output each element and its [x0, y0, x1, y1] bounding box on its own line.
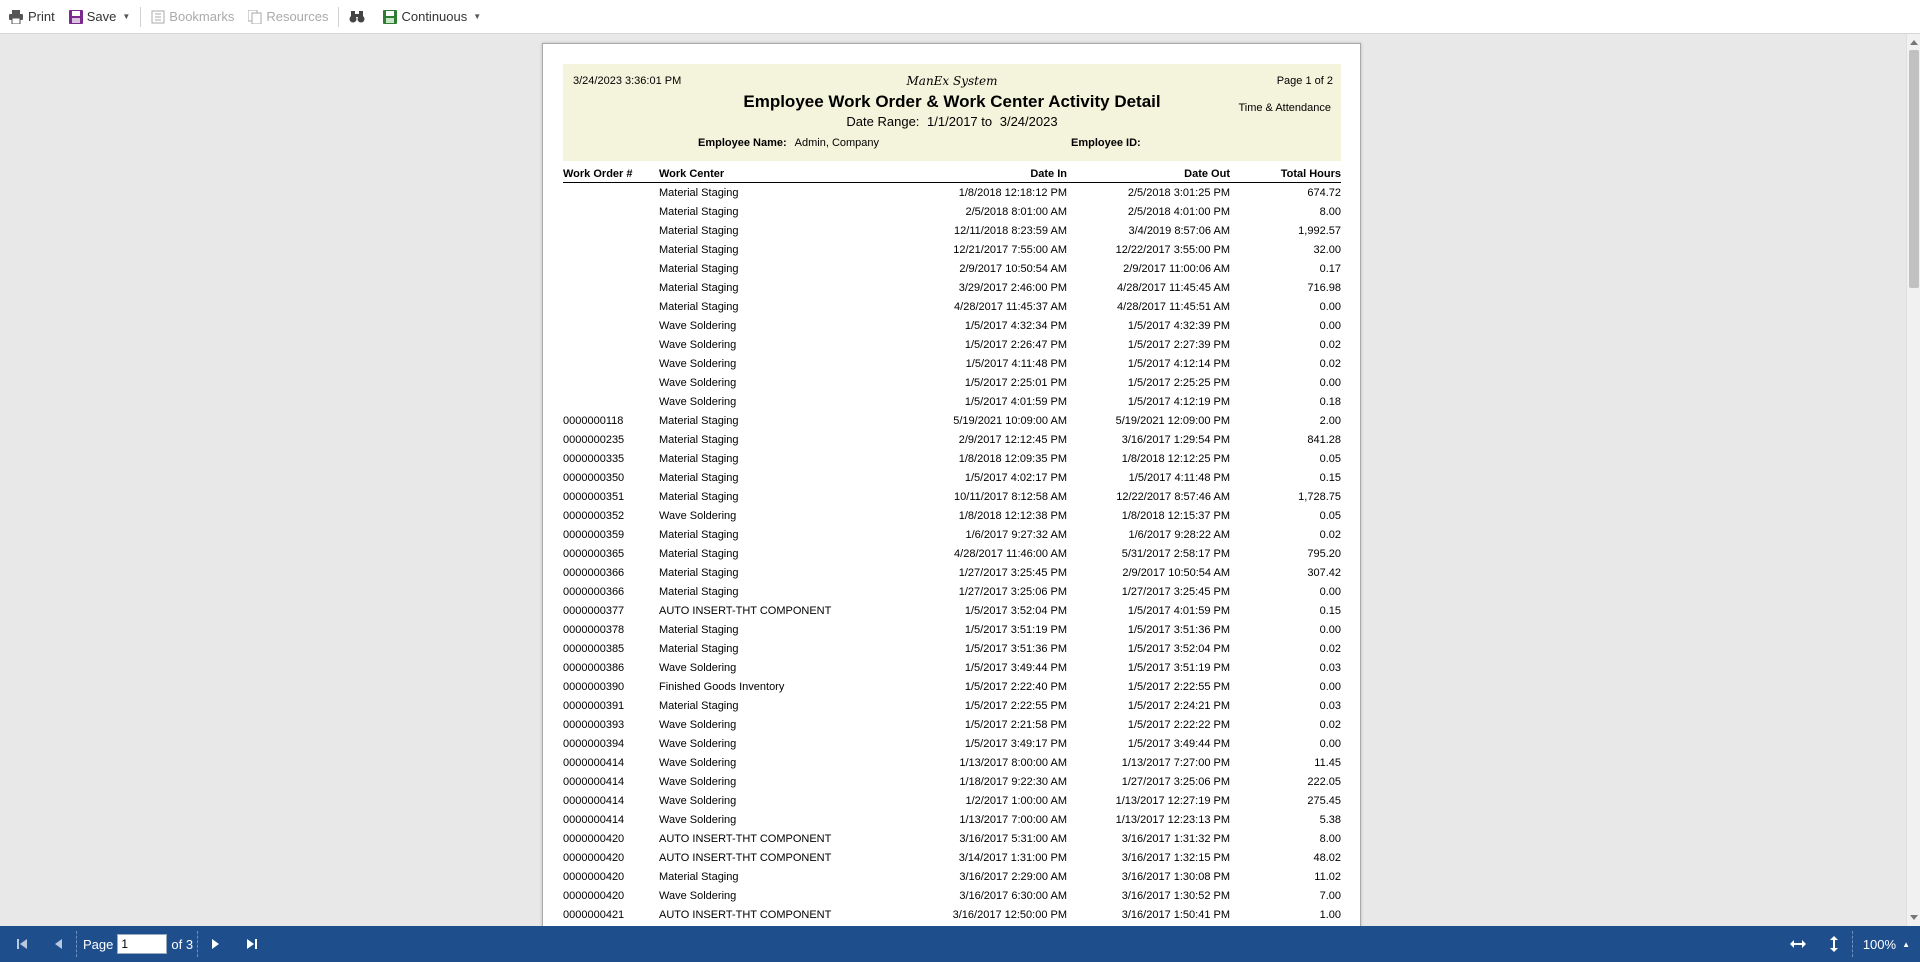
- resources-button[interactable]: [244, 4, 332, 30]
- cell-work-center: Material Staging: [659, 623, 739, 636]
- cell-date-in: 4/28/2017 11:46:00 AM: [954, 547, 1067, 560]
- cell-date-in: 1/18/2017 9:22:30 AM: [959, 775, 1067, 788]
- cell-work-order: 0000000366: [563, 585, 625, 598]
- cell-date-out: 2/9/2017 11:00:06 AM: [1123, 262, 1230, 275]
- next-page-icon: [211, 938, 221, 950]
- cell-work-center: Material Staging: [659, 452, 739, 465]
- table-row: [563, 468, 1341, 487]
- cell-work-order: 0000000386: [563, 661, 625, 674]
- cell-work-center: Wave Soldering: [659, 319, 737, 332]
- cell-date-out: 2/5/2018 3:01:25 PM: [1127, 186, 1230, 199]
- page-indicator: Page 1 of 2: [1276, 75, 1333, 87]
- table-row: [563, 183, 1341, 202]
- cell-date-in: 1/8/2018 12:09:35 PM: [958, 452, 1067, 465]
- zoom-value: 100%: [1862, 936, 1897, 952]
- cell-date-out: 1/5/2017 2:24:21 PM: [1127, 699, 1230, 712]
- cell-date-out: 1/5/2017 4:12:19 PM: [1127, 395, 1230, 408]
- cell-work-order: 0000000390: [563, 680, 625, 693]
- cell-work-center: AUTO INSERT-THT COMPONENT: [659, 832, 832, 845]
- cell-work-center: Material Staging: [659, 566, 739, 579]
- cell-date-out: 1/5/2017 3:49:44 PM: [1127, 737, 1230, 750]
- cell-work-center: Material Staging: [659, 186, 739, 199]
- cell-work-center: Material Staging: [659, 433, 739, 446]
- cell-date-out: 1/5/2017 4:11:48 PM: [1128, 471, 1230, 484]
- cell-date-out: 1/5/2017 3:52:04 PM: [1127, 642, 1230, 655]
- table-row: [563, 449, 1341, 468]
- cell-date-in: 3/29/2017 2:46:00 PM: [958, 281, 1067, 294]
- cell-date-in: 12/11/2018 8:23:59 AM: [954, 224, 1067, 237]
- column-header-work-order: Work Order #: [563, 168, 633, 180]
- cell-work-order: 0000000385: [563, 642, 625, 655]
- cell-total-hours: 7.00: [1319, 889, 1341, 902]
- cell-date-out: 1/13/2017 12:23:13 PM: [1115, 813, 1230, 826]
- cell-total-hours: 0.02: [1319, 642, 1341, 655]
- report-page: [542, 43, 1361, 926]
- cell-work-order: 0000000359: [563, 528, 625, 541]
- cell-work-order: 0000000365: [563, 547, 625, 560]
- last-page-button[interactable]: [234, 926, 270, 962]
- cell-total-hours: 5.38: [1319, 813, 1341, 826]
- page-label: Page: [83, 936, 114, 952]
- cell-date-out: 1/5/2017 2:22:55 PM: [1127, 680, 1230, 693]
- module-label: Time & Attendance: [1238, 102, 1331, 114]
- cell-date-in: 5/19/2021 10:09:00 AM: [953, 414, 1067, 427]
- cell-work-order: 0000000391: [563, 699, 625, 712]
- cell-date-out: 1/6/2017 9:28:22 AM: [1128, 528, 1230, 541]
- employee-id-label: Employee ID:: [1071, 137, 1141, 149]
- cell-date-in: 1/5/2017 2:25:01 PM: [964, 376, 1067, 389]
- cell-date-out: 2/9/2017 10:50:54 AM: [1122, 566, 1230, 579]
- cell-total-hours: 275.45: [1307, 794, 1341, 807]
- next-page-button[interactable]: [198, 926, 234, 962]
- cell-date-out: 1/8/2018 12:12:25 PM: [1121, 452, 1230, 465]
- cell-work-center: Material Staging: [659, 471, 739, 484]
- cell-work-center: Material Staging: [659, 642, 739, 655]
- table-row: [563, 259, 1341, 278]
- cell-date-out: 1/5/2017 3:51:36 PM: [1127, 623, 1230, 636]
- cell-work-center: Wave Soldering: [659, 661, 737, 674]
- table-row: [563, 525, 1341, 544]
- cell-total-hours: 0.18: [1319, 395, 1341, 408]
- bookmarks-label: Bookmarks: [169, 9, 235, 24]
- print-button[interactable]: [4, 4, 59, 30]
- cell-date-in: 1/5/2017 3:49:44 PM: [964, 661, 1067, 674]
- cell-date-out: 1/5/2017 4:32:39 PM: [1127, 319, 1230, 332]
- cell-total-hours: 11.45: [1314, 756, 1341, 769]
- table-row: [563, 658, 1341, 677]
- resources-icon: [248, 10, 262, 24]
- date-to: 3/24/2023: [999, 114, 1058, 129]
- cell-work-center: Material Staging: [659, 262, 739, 275]
- cell-work-center: AUTO INSERT-THT COMPONENT: [659, 604, 832, 617]
- table-row: [563, 905, 1341, 924]
- cell-date-in: 3/16/2017 5:31:00 AM: [959, 832, 1067, 845]
- cell-total-hours: 2.00: [1319, 414, 1341, 427]
- cell-date-out: 3/16/2017 1:30:08 PM: [1121, 870, 1230, 883]
- cell-date-in: 1/5/2017 2:21:58 PM: [964, 718, 1067, 731]
- table-row: [563, 715, 1341, 734]
- cell-date-in: 3/14/2017 1:31:00 PM: [958, 851, 1067, 864]
- cell-total-hours: 11.02: [1314, 870, 1341, 883]
- cell-date-in: 1/27/2017 3:25:06 PM: [958, 585, 1067, 598]
- column-header-total-hours: Total Hours: [1280, 168, 1341, 180]
- date-from: 1/1/2017 to: [927, 114, 993, 129]
- cell-total-hours: 307.42: [1307, 566, 1341, 579]
- cell-work-center: Material Staging: [659, 205, 739, 218]
- page-number-input[interactable]: [117, 934, 167, 954]
- cell-total-hours: 1,728.75: [1298, 490, 1341, 503]
- table-row: [563, 221, 1341, 240]
- toolbar-divider: [140, 7, 141, 27]
- cell-total-hours: 0.02: [1319, 528, 1341, 541]
- first-page-icon: [16, 938, 28, 950]
- cell-date-in: 1/5/2017 2:22:40 PM: [964, 680, 1067, 693]
- cell-date-in: 10/11/2017 8:12:58 AM: [954, 490, 1067, 503]
- report-title: Employee Work Order & Work Center Activity Detail: [743, 92, 1161, 111]
- binoculars-icon: [349, 10, 365, 24]
- run-datetime: 3/24/2023 3:36:01 PM: [573, 75, 682, 87]
- cell-date-in: 1/5/2017 4:32:34 PM: [964, 319, 1067, 332]
- cell-date-out: 1/5/2017 3:51:19 PM: [1127, 661, 1230, 674]
- cell-date-out: 1/27/2017 3:25:45 PM: [1121, 585, 1230, 598]
- cell-date-in: 1/5/2017 4:01:59 PM: [964, 395, 1067, 408]
- table-row: [563, 696, 1341, 715]
- cell-date-out: 1/8/2018 12:15:37 PM: [1121, 509, 1230, 522]
- cell-date-in: 1/27/2017 3:25:45 PM: [958, 566, 1067, 579]
- table-row: [563, 620, 1341, 639]
- cell-total-hours: 0.03: [1319, 661, 1341, 674]
- fit-height-icon: [1828, 936, 1840, 952]
- cell-work-order: 0000000351: [563, 490, 625, 503]
- cell-work-order: 0000000350: [563, 471, 625, 484]
- cell-total-hours: 1,992.57: [1298, 224, 1341, 237]
- fit-width-icon: [1790, 938, 1806, 950]
- table-row: [563, 848, 1341, 867]
- cell-date-in: 1/5/2017 3:49:17 PM: [964, 737, 1067, 750]
- cell-date-in: 2/5/2018 8:01:00 AM: [965, 205, 1067, 218]
- table-row: [563, 563, 1341, 582]
- table-row: [563, 886, 1341, 905]
- zoom-dropdown[interactable]: [1853, 937, 1920, 952]
- chevron-down-icon[interactable]: ▼: [473, 12, 482, 21]
- view-mode-label: Continuous: [401, 9, 468, 24]
- table-row: [563, 373, 1341, 392]
- view-mode-icon: [383, 10, 397, 24]
- table-row: [563, 335, 1341, 354]
- cell-work-order: 0000000393: [563, 718, 625, 731]
- cell-date-out: 12/22/2017 3:55:00 PM: [1115, 243, 1230, 256]
- table-row: [563, 487, 1341, 506]
- cell-date-out: 1/5/2017 2:25:25 PM: [1127, 376, 1230, 389]
- cell-date-out: 1/13/2017 12:27:19 PM: [1115, 794, 1230, 807]
- cell-date-out: 1/5/2017 4:01:59 PM: [1127, 604, 1230, 617]
- chevron-up-icon: ▲: [1902, 939, 1910, 949]
- cell-total-hours: 0.00: [1319, 680, 1341, 693]
- cell-total-hours: 0.02: [1319, 338, 1341, 351]
- cell-work-order: 0000000335: [563, 452, 625, 465]
- cell-date-in: 1/8/2018 12:12:38 PM: [958, 509, 1067, 522]
- cell-work-order: 0000000378: [563, 623, 625, 636]
- table-row: [563, 506, 1341, 525]
- navbar-right-tools: [1780, 926, 1920, 962]
- cell-work-center: Material Staging: [659, 870, 739, 883]
- cell-work-center: Material Staging: [659, 528, 739, 541]
- cell-total-hours: 0.00: [1319, 623, 1341, 636]
- cell-date-out: 1/5/2017 2:27:39 PM: [1127, 338, 1230, 351]
- cell-date-out: 12/22/2017 8:57:46 AM: [1116, 490, 1230, 503]
- cell-date-out: 5/19/2021 12:09:00 PM: [1115, 414, 1230, 427]
- cell-work-order: 0000000414: [563, 775, 625, 788]
- find-button[interactable]: [345, 4, 373, 30]
- cell-work-center: Material Staging: [659, 300, 739, 313]
- employee-name: [698, 137, 879, 149]
- toolbar-divider: [338, 7, 339, 27]
- cell-work-center: Wave Soldering: [659, 376, 737, 389]
- cell-date-in: 1/5/2017 3:52:04 PM: [964, 604, 1067, 617]
- cell-total-hours: 1.00: [1319, 908, 1341, 921]
- cell-work-center: Material Staging: [659, 243, 739, 256]
- cell-work-order: 0000000414: [563, 756, 625, 769]
- table-row: [563, 544, 1341, 563]
- cell-date-in: 12/21/2017 7:55:00 AM: [953, 243, 1067, 256]
- view-mode-button[interactable]: [379, 4, 485, 30]
- cell-work-center: Material Staging: [659, 224, 739, 237]
- cell-work-order: 0000000118: [563, 414, 624, 427]
- cell-date-out: 3/16/2017 1:32:15 PM: [1121, 851, 1230, 864]
- table-row: [563, 582, 1341, 601]
- cell-work-center: Wave Soldering: [659, 756, 737, 769]
- previous-page-button[interactable]: [40, 926, 76, 962]
- cell-total-hours: 32.00: [1313, 243, 1341, 256]
- cell-work-center: Material Staging: [659, 490, 739, 503]
- cell-date-out: 1/5/2017 2:22:22 PM: [1127, 718, 1230, 731]
- cell-work-center: Wave Soldering: [659, 775, 737, 788]
- cell-total-hours: 0.15: [1319, 471, 1341, 484]
- cell-date-in: 1/8/2018 12:18:12 PM: [958, 186, 1067, 199]
- cell-date-in: 1/5/2017 3:51:36 PM: [964, 642, 1067, 655]
- cell-work-order: 0000000352: [563, 509, 625, 522]
- cell-date-out: 1/13/2017 7:27:00 PM: [1121, 756, 1230, 769]
- cell-work-order: 0000000414: [563, 794, 625, 807]
- cell-date-in: 3/16/2017 6:30:00 AM: [959, 889, 1067, 902]
- table-body: [563, 183, 1341, 924]
- table-row: [563, 829, 1341, 848]
- bookmarks-button[interactable]: [147, 4, 238, 30]
- cell-total-hours: 0.05: [1319, 452, 1341, 465]
- cell-date-out: 3/16/2017 1:50:41 PM: [1121, 908, 1230, 921]
- employee-name-value: Admin, Company: [794, 137, 880, 149]
- employee-id: [1071, 137, 1149, 149]
- cell-total-hours: 0.00: [1319, 376, 1341, 389]
- cell-total-hours: 0.00: [1319, 737, 1341, 750]
- cell-date-in: 3/16/2017 2:29:00 AM: [959, 870, 1067, 883]
- table-row: [563, 202, 1341, 221]
- cell-work-center: Wave Soldering: [659, 718, 737, 731]
- cell-date-in: 2/9/2017 12:12:45 PM: [958, 433, 1067, 446]
- report-header: [563, 64, 1341, 161]
- cell-total-hours: 222.05: [1307, 775, 1341, 788]
- scrollbar-thumb[interactable]: [1909, 50, 1919, 288]
- cell-work-center: Wave Soldering: [659, 737, 737, 750]
- cell-date-in: 1/13/2017 8:00:00 AM: [959, 756, 1067, 769]
- cell-total-hours: 0.03: [1319, 699, 1341, 712]
- cell-date-in: 1/2/2017 1:00:00 AM: [965, 794, 1067, 807]
- table-row: [563, 677, 1341, 696]
- cell-total-hours: 8.00: [1319, 205, 1341, 218]
- cell-total-hours: 0.02: [1319, 357, 1341, 370]
- table-row: [563, 791, 1341, 810]
- cell-work-center: Wave Soldering: [659, 509, 737, 522]
- cell-work-center: Material Staging: [659, 414, 739, 427]
- cell-work-center: Material Staging: [659, 585, 739, 598]
- cell-date-out: 3/16/2017 1:29:54 PM: [1121, 433, 1230, 446]
- table-row: [563, 316, 1341, 335]
- cell-work-center: AUTO INSERT-THT COMPONENT: [659, 851, 832, 864]
- column-header-work-center: Work Center: [659, 168, 725, 180]
- cell-date-in: 4/28/2017 11:45:37 AM: [954, 300, 1067, 313]
- cell-work-center: Wave Soldering: [659, 338, 737, 351]
- save-button[interactable]: [65, 4, 135, 30]
- cell-date-out: 3/16/2017 1:30:52 PM: [1121, 889, 1230, 902]
- cell-date-in: 1/6/2017 9:27:32 AM: [965, 528, 1067, 541]
- cell-date-in: 1/5/2017 2:22:55 PM: [964, 699, 1067, 712]
- cell-work-center: Material Staging: [659, 281, 739, 294]
- table-row: [563, 411, 1341, 430]
- cell-work-center: Material Staging: [659, 547, 739, 560]
- cell-date-out: 1/27/2017 3:25:06 PM: [1121, 775, 1230, 788]
- table-row: [563, 867, 1341, 886]
- vertical-scrollbar[interactable]: [1906, 34, 1920, 926]
- cell-total-hours: 0.00: [1319, 585, 1341, 598]
- table-header: [563, 166, 1341, 183]
- last-page-icon: [246, 938, 258, 950]
- toolbar: [0, 0, 1920, 34]
- fit-page-button[interactable]: [1816, 926, 1852, 962]
- activity-table: [563, 166, 1341, 924]
- table-row: [563, 772, 1341, 791]
- date-range-label: Date Range:: [846, 114, 920, 129]
- cell-work-order: 0000000377: [563, 604, 625, 617]
- date-range: [563, 114, 1341, 129]
- cell-date-in: 3/16/2017 12:50:00 PM: [952, 908, 1067, 921]
- scroll-down-icon[interactable]: [1910, 915, 1918, 920]
- nav-divider: [76, 931, 77, 957]
- cell-work-order: 0000000366: [563, 566, 625, 579]
- cell-total-hours: 0.17: [1319, 262, 1341, 275]
- cell-work-order: 0000000414: [563, 813, 625, 826]
- table-row: [563, 297, 1341, 316]
- cell-total-hours: 0.00: [1319, 300, 1341, 313]
- cell-work-center: AUTO INSERT-THT COMPONENT: [659, 908, 832, 921]
- report-viewer: [0, 34, 1906, 926]
- cell-total-hours: 795.20: [1307, 547, 1341, 560]
- table-row: [563, 430, 1341, 449]
- cell-work-center: Wave Soldering: [659, 813, 737, 826]
- table-row: [563, 639, 1341, 658]
- page-count-label: of 3: [171, 936, 194, 952]
- cell-work-order: 0000000420: [563, 889, 625, 902]
- cell-total-hours: 0.00: [1319, 319, 1341, 332]
- table-row: [563, 354, 1341, 373]
- table-row: [563, 392, 1341, 411]
- scroll-up-icon[interactable]: [1910, 40, 1918, 45]
- resources-label: Resources: [266, 9, 329, 24]
- cell-work-order: 0000000421: [563, 908, 625, 921]
- column-header-date-out: Date Out: [1184, 168, 1230, 180]
- fit-width-button[interactable]: [1780, 926, 1816, 962]
- cell-date-in: 1/13/2017 7:00:00 AM: [959, 813, 1067, 826]
- cell-work-order: 0000000394: [563, 737, 625, 750]
- table-row: [563, 278, 1341, 297]
- cell-work-order: 0000000420: [563, 870, 625, 883]
- cell-total-hours: 674.72: [1307, 186, 1341, 199]
- previous-page-icon: [53, 938, 63, 950]
- cell-date-out: 4/28/2017 11:45:51 AM: [1117, 300, 1230, 313]
- cell-date-out: 2/5/2018 4:01:00 PM: [1127, 205, 1230, 218]
- cell-date-out: 3/16/2017 1:31:32 PM: [1121, 832, 1230, 845]
- print-label: Print: [28, 9, 55, 24]
- cell-date-out: 1/5/2017 4:12:14 PM: [1127, 357, 1230, 370]
- cell-work-center: Wave Soldering: [659, 794, 737, 807]
- bookmarks-icon: [151, 10, 165, 24]
- floppy-disk-icon: [69, 10, 83, 24]
- cell-work-order: 0000000235: [563, 433, 625, 446]
- system-name: ManEx System: [906, 74, 998, 88]
- cell-work-center: Finished Goods Inventory: [659, 680, 785, 693]
- page-navigation-bar: [0, 926, 1920, 962]
- employee-name-label: Employee Name:: [698, 137, 787, 149]
- printer-icon: [8, 10, 24, 24]
- table-row: [563, 753, 1341, 772]
- cell-date-in: 1/5/2017 2:26:47 PM: [964, 338, 1067, 351]
- column-header-date-in: Date In: [1030, 168, 1067, 180]
- cell-work-center: Material Staging: [659, 699, 739, 712]
- table-row: [563, 810, 1341, 829]
- table-row: [563, 734, 1341, 753]
- table-row: [563, 240, 1341, 259]
- cell-work-order: 0000000420: [563, 851, 625, 864]
- cell-total-hours: 841.28: [1307, 433, 1341, 446]
- cell-date-out: 4/28/2017 11:45:45 AM: [1117, 281, 1230, 294]
- cell-date-out: 5/31/2017 2:58:17 PM: [1121, 547, 1230, 560]
- cell-work-center: Wave Soldering: [659, 395, 737, 408]
- cell-work-order: 0000000420: [563, 832, 625, 845]
- cell-work-center: Wave Soldering: [659, 357, 737, 370]
- cell-work-center: Wave Soldering: [659, 889, 737, 902]
- cell-date-in: 2/9/2017 10:50:54 AM: [959, 262, 1067, 275]
- cell-date-in: 1/5/2017 4:02:17 PM: [964, 471, 1067, 484]
- cell-total-hours: 716.98: [1307, 281, 1341, 294]
- cell-date-out: 3/4/2019 8:57:06 AM: [1128, 224, 1230, 237]
- cell-total-hours: 48.02: [1313, 851, 1341, 864]
- cell-total-hours: 0.05: [1319, 509, 1341, 522]
- save-label: Save: [86, 9, 117, 24]
- chevron-down-icon[interactable]: ▼: [122, 12, 131, 21]
- cell-date-in: 1/5/2017 3:51:19 PM: [964, 623, 1067, 636]
- cell-total-hours: 0.15: [1319, 604, 1341, 617]
- cell-total-hours: 8.00: [1319, 832, 1341, 845]
- cell-total-hours: 0.02: [1319, 718, 1341, 731]
- first-page-button[interactable]: [4, 926, 40, 962]
- table-row: [563, 601, 1341, 620]
- cell-date-in: 1/5/2017 4:11:48 PM: [965, 357, 1067, 370]
